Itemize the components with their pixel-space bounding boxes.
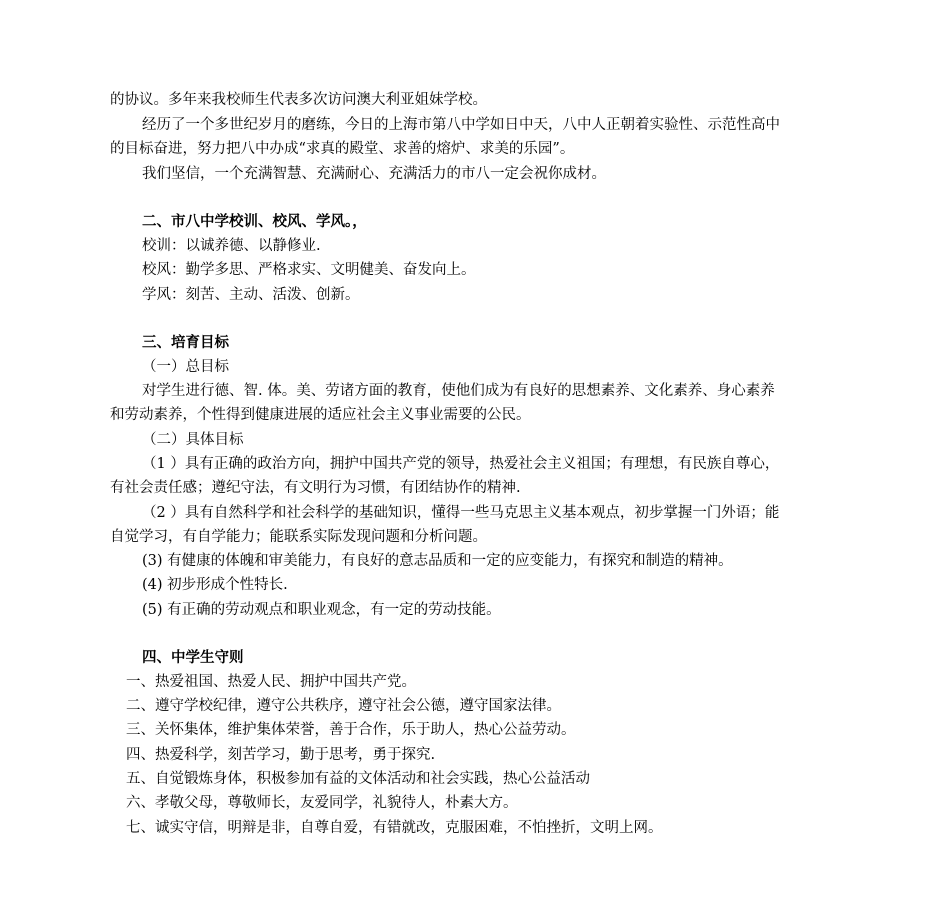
rule-item-4: 四、热爱科学，刻苦学习，勤于思考，勇于探究. [126,747,436,763]
study-style-line: 学风：刻苦、主动、活泼、创新。 [142,287,360,303]
rule-item-2: 二、遵守学校纪律，遵守公共秩序，遵守社会公德，遵守国家法律。 [126,698,561,714]
school-style-line: 校风：勤学多思、严格求实、文明健美、奋发向上。 [142,262,476,278]
goal-item-4: (4) 初步形成个性特长. [142,577,288,593]
goal-item-1-line-1: （1 ）具有正确的政治方向，拥护中国共产党的领导，热爱社会主义祖国；有理想，有民族自尊心， [142,456,780,472]
goal-item-3: (3) 有健康的体魄和审美能力，有良好的意志品质和一定的应变能力，有探究和制造的精神。 [142,553,733,569]
paragraph-history-line-1: 经历了一个多世纪岁月的磨练，今日的上海市第八中学如日中天，八中人正朝着实验性、示范性高中 [142,117,780,133]
goal-item-2-line-1: （2 ）具有自然科学和社会科学的基础知识，懂得一些马克思主义基本观点，初步掌握一门外语；能 [142,505,780,521]
school-motto-line: 校训：以诚养德、以静修业. [142,238,321,254]
paragraph-intro-end: 的协议。多年来我校师生代表多次访问澳大利亚姐妹学校。 [110,92,487,108]
goal-item-5: (5) 有正确的劳动观点和职业观念，有一定的劳动技能。 [142,602,501,618]
section-heading-goals: 三、培育目标 [142,334,229,351]
overall-goal-line-2: 和劳动素养，个性得到健康进展的适应社会主义事业需要的公民。 [110,407,531,423]
section-heading-student-rules: 四、中学生守则 [142,649,244,666]
rule-item-7: 七、诚实守信，明辩是非，自尊自爱，有错就改，克服困难，不怕挫折，文明上网。 [126,820,663,836]
subheading-overall-goal: （一）总目标 [142,359,229,375]
goal-item-1-line-2: 有社会责任感；遵纪守法，有文明行为习惯，有团结协作的精神. [110,480,521,496]
paragraph-belief: 我们坚信，一个充满智慧、充满耐心、充满活力的市八一定会祝你成材。 [142,166,606,182]
goal-item-2-line-2: 自觉学习，有自学能力；能联系实际发现问题和分析问题。 [110,529,487,545]
rule-item-3: 三、关怀集体，维护集体荣誉，善于合作，乐于助人，热心公益劳动。 [126,722,576,738]
rule-item-6: 六、孝敬父母，尊敬师长，友爱同学，礼貌待人，朴素大方。 [126,795,518,811]
overall-goal-line-1: 对学生进行德、智. 体。美、劳诸方面的教育，使他们成为有良好的思想素养、文化素养、身心素养 [142,383,775,399]
rule-item-5: 五、自觉锻炼身体，积极参加有益的文体活动和社会实践，热心公益活动 [126,771,590,787]
rule-item-1: 一、热爱祖国、热爱人民、拥护中国共产党。 [126,674,416,690]
section-heading-school-motto: 二、市八中学校训、校风、学风。， [142,213,367,230]
paragraph-history-line-2: 的目标奋进，努力把八中办成“求真的殿堂、求善的熔炉、求美的乐园”。 [110,141,575,157]
subheading-specific-goals: （二）具体目标 [142,432,244,448]
